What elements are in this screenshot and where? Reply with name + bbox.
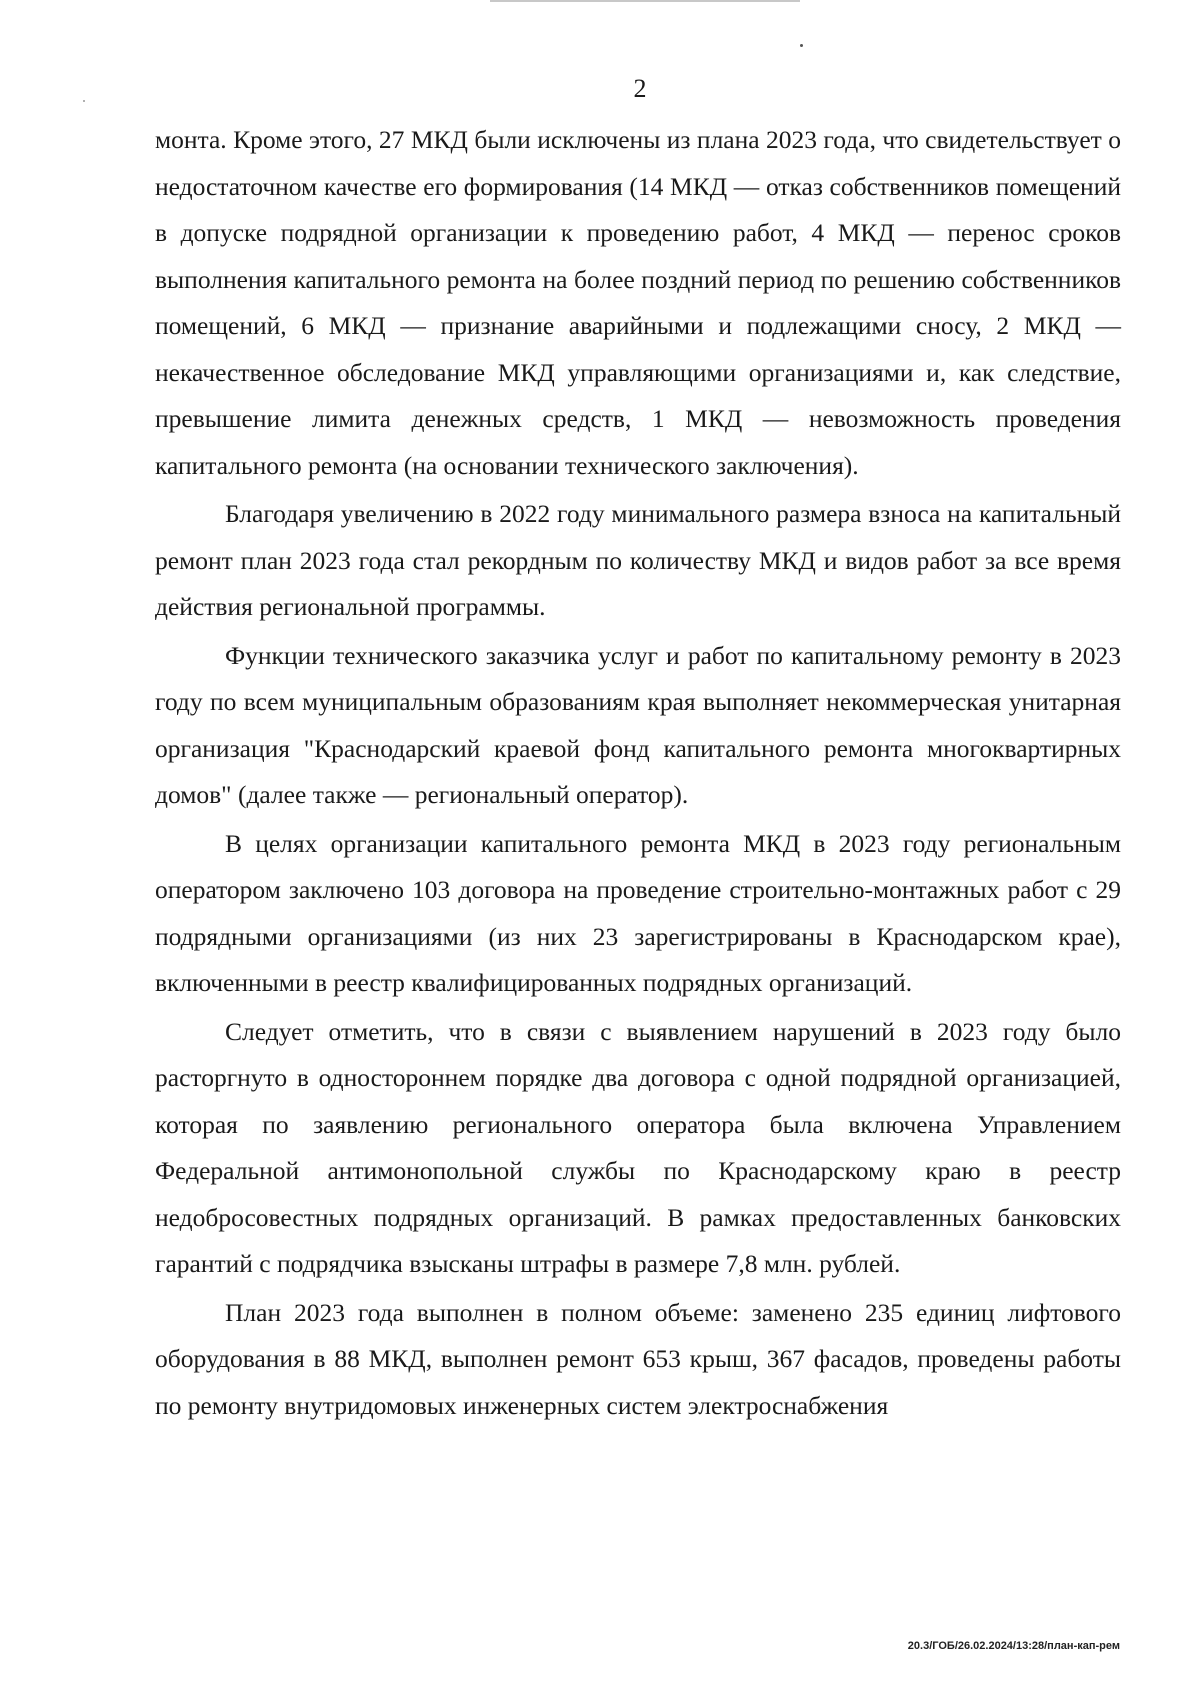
scan-top-edge (490, 0, 800, 2)
paragraph-violations: Следует отметить, что в связи с выявлением нарушений в 2023 году было расторгнуто в одностороннем порядке два договора с одной подрядной организацией, которая по заявлению регионального оператора была включена Управлением Федеральной антимонопольной службы по Краснодарскому краю в реестр недобросовестных подрядных организаций. В рамках предоставленных банковских гарантий с подрядчика взысканы штрафы в размере 7,8 млн. рублей. (155, 1016, 1121, 1278)
paragraph-technical-customer: Функции технического заказчика услуг и работ по капитальному ремонту в 2023 году по всем муниципальным образованиям края выполняет некоммерческая унитарная организация "Краснодарский краевой фонд капитального ремонта многоквартирных домов" (далее также — региональный оператор). (155, 640, 1121, 809)
paragraph-contribution-increase: Благодаря увеличению в 2022 году минимального размера взноса на капитальный ремонт план 2023 года стал рекордным по количеству МКД и видов работ за все время действия региональной программы. (155, 499, 1121, 621)
scan-speck (800, 44, 803, 47)
paragraph-contracts: В целях организации капитального ремонта МКД в 2023 году региональным оператором заключено 103 договора на проведение строительно-монтажных работ с 29 подрядными организациями (из них 23 зарегистрированы в Краснодарском крае), включенными в реестр квалифицированных подрядных организаций. (155, 828, 1121, 997)
document-body (155, 117, 1121, 1431)
page-number: 2 (633, 74, 647, 103)
document-footer-code: 20.3/ГОБ/26.02.2024/13:28/план-кап-рем (907, 1640, 1120, 1652)
paragraph-plan-results: План 2023 года выполнен в полном объеме: заменено 235 единиц лифтового оборудования в 88 МКД, выполнен ремонт 653 крыш, 367 фасадов, проведены работы по ремонту внутридомовых инженерных систем электроснабжения (155, 1297, 1121, 1420)
paragraph-continuation: монта. Кроме этого, 27 МКД были исключены из плана 2023 года, что свидетельствует о недостаточном качестве его формирования (14 МКД — отказ собственников помещений в допуске подрядной организации к проведению работ, 4 МКД — перенос сроков выполнения капитального ремонта на более поздний период по решению собственников помещений, 6 МКД — признание аварийными и подлежащими сносу, 2 МКД — некачественное обследование МКД управляющими организациями и, как следствие, превышение лимита денежных средств, 1 МКД — невозможность проведения капитального ремонта (на основании технического заключения). (155, 125, 1121, 480)
